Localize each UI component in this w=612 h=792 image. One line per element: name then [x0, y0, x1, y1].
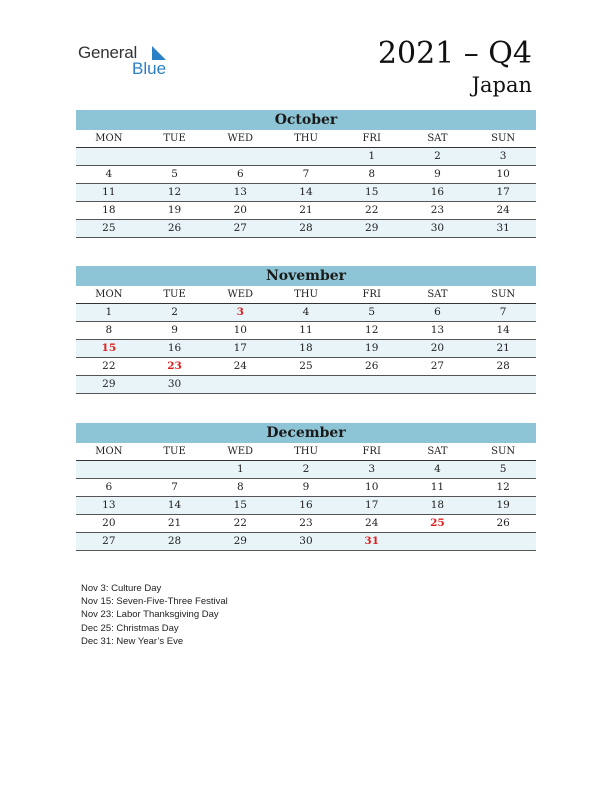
day-cell: 13: [430, 324, 445, 336]
day-cell: 25: [299, 360, 313, 372]
week-row: [76, 220, 536, 238]
country-name: Japan: [471, 73, 532, 97]
weekday-label: MON: [95, 289, 123, 300]
day-cell: 11: [299, 324, 313, 336]
day-cell: 12: [496, 481, 510, 493]
weekday-label: TUE: [163, 289, 186, 300]
day-cell: 19: [496, 499, 510, 511]
day-cell: 19: [365, 342, 379, 354]
day-cell: 2: [171, 306, 178, 318]
day-cell: [470, 533, 536, 550]
day-cell: 4: [302, 306, 310, 318]
day-cell: 25: [102, 222, 116, 234]
day-cell: 9: [171, 324, 178, 336]
day-cell: 18: [299, 342, 313, 354]
day-cell: 12: [167, 186, 182, 198]
week-row: [76, 533, 536, 551]
weekday-header-row: [76, 130, 536, 148]
day-cell: 24: [496, 204, 510, 216]
weekday-label: MON: [95, 446, 123, 457]
day-cell: 30: [299, 535, 313, 547]
day-cell: 30: [167, 378, 182, 390]
holiday-note: Nov 3: Culture Day: [81, 583, 162, 594]
day-cell: 23: [299, 517, 313, 529]
day-cell: 26: [167, 222, 182, 234]
day-cell: 6: [105, 481, 113, 493]
day-cell: 24: [365, 517, 379, 529]
week-row: [76, 479, 536, 497]
day-cell: 12: [365, 324, 379, 336]
weekday-label: THU: [294, 289, 318, 300]
day-cell: [207, 148, 273, 165]
day-cell: 1: [368, 150, 376, 162]
holiday-note: Dec 25: Christmas Day: [81, 622, 179, 634]
weekday-header-row: [76, 286, 536, 304]
day-cell: 17: [233, 342, 247, 354]
day-cell: [405, 376, 471, 393]
day-cell: 19: [167, 204, 182, 216]
month-november: [76, 266, 536, 394]
day-cell: 21: [299, 204, 313, 216]
week-row: [76, 515, 536, 533]
day-cell: 8: [105, 324, 113, 336]
holiday-day-cell: 23: [167, 360, 182, 372]
weekday-label: FRI: [362, 133, 381, 144]
day-cell: 31: [496, 222, 510, 234]
day-cell: 8: [368, 168, 376, 180]
holiday-note: Dec 31: New Year’s Eve: [81, 635, 184, 647]
day-cell: 30: [430, 222, 445, 234]
day-cell: 27: [233, 222, 247, 234]
weekday-label: WED: [227, 446, 254, 457]
day-cell: 8: [236, 481, 244, 493]
weekday-label: WED: [227, 289, 254, 300]
holiday-day-cell: 31: [364, 535, 380, 547]
weekday-label: FRI: [362, 446, 381, 457]
day-cell: 3: [499, 150, 507, 162]
month-december: [76, 423, 536, 551]
day-cell: 13: [102, 499, 116, 511]
day-cell: 28: [299, 222, 313, 234]
weekday-label: SUN: [491, 446, 516, 457]
weekday-label: TUE: [163, 133, 186, 144]
day-cell: 2: [302, 463, 310, 475]
day-cell: [470, 376, 536, 393]
day-cell: 6: [236, 168, 244, 180]
day-cell: 17: [365, 499, 379, 511]
week-row: [76, 461, 536, 479]
weekday-label: SUN: [491, 133, 516, 144]
day-cell: 7: [499, 306, 507, 318]
weekday-label: TUE: [163, 446, 186, 457]
week-row: [76, 148, 536, 166]
day-cell: 18: [102, 204, 116, 216]
day-cell: 15: [365, 186, 379, 198]
day-cell: 4: [105, 168, 113, 180]
week-row: [76, 202, 536, 220]
week-row: [76, 497, 536, 515]
holiday-notes: [81, 582, 228, 648]
month-october: [76, 110, 536, 238]
day-cell: [76, 148, 142, 165]
day-cell: 2: [434, 150, 441, 162]
day-cell: 20: [102, 517, 116, 529]
holiday-day-cell: 3: [236, 306, 244, 318]
day-cell: 4: [434, 463, 441, 475]
day-cell: [76, 461, 142, 478]
day-cell: 22: [233, 517, 247, 529]
logo-blue-text: Blue: [132, 59, 167, 78]
day-cell: 10: [233, 324, 247, 336]
day-cell: 16: [167, 342, 182, 354]
weekday-label: MON: [95, 133, 123, 144]
day-cell: 24: [233, 360, 247, 372]
day-cell: [142, 461, 208, 478]
day-cell: [207, 376, 273, 393]
day-cell: [273, 148, 339, 165]
day-cell: 16: [430, 186, 445, 198]
week-row: [76, 322, 536, 340]
day-cell: 18: [430, 499, 445, 511]
weekday-label: THU: [294, 133, 318, 144]
month-header: November: [76, 266, 536, 286]
holiday-day-cell: 25: [430, 517, 445, 529]
weekday-label: SAT: [427, 446, 448, 457]
weekday-label: SAT: [427, 289, 448, 300]
month-header: December: [76, 423, 536, 443]
day-cell: 10: [496, 168, 510, 180]
weekday-label: SUN: [491, 289, 516, 300]
day-cell: 14: [496, 324, 510, 336]
day-cell: 23: [430, 204, 445, 216]
day-cell: 26: [496, 517, 510, 529]
day-cell: 9: [302, 481, 310, 493]
day-cell: [339, 376, 405, 393]
day-cell: 28: [496, 360, 510, 372]
weekday-label: WED: [227, 133, 254, 144]
month-header: October: [76, 110, 536, 130]
day-cell: 26: [365, 360, 379, 372]
holiday-note: Nov 23: Labor Thanksgiving Day: [81, 609, 219, 621]
day-cell: 3: [368, 463, 376, 475]
day-cell: 5: [368, 306, 376, 318]
day-cell: 1: [105, 306, 113, 318]
day-cell: 20: [430, 342, 445, 354]
day-cell: 20: [233, 204, 247, 216]
day-cell: [405, 533, 471, 550]
day-cell: 17: [496, 186, 510, 198]
logo: [78, 40, 178, 80]
day-cell: 6: [434, 306, 441, 318]
weekday-label: SAT: [427, 133, 448, 144]
day-cell: 21: [496, 342, 510, 354]
day-cell: 9: [434, 168, 441, 180]
week-row: [76, 376, 536, 394]
day-cell: 11: [430, 481, 445, 493]
day-cell: 22: [102, 360, 116, 372]
week-row: [76, 340, 536, 358]
logo-general-text: General: [78, 43, 138, 62]
day-cell: 10: [365, 481, 379, 493]
day-cell: 29: [365, 222, 379, 234]
weekday-label: THU: [294, 446, 318, 457]
day-cell: 1: [236, 463, 244, 475]
page-title: 2021 – Q4: [377, 36, 532, 71]
day-cell: [273, 376, 339, 393]
day-cell: [142, 148, 208, 165]
day-cell: 21: [167, 517, 182, 529]
day-cell: 22: [365, 204, 379, 216]
day-cell: 29: [233, 535, 247, 547]
day-cell: 15: [233, 499, 247, 511]
day-cell: 7: [302, 168, 310, 180]
holiday-note: Nov 15: Seven-Five-Three Festival: [81, 596, 228, 608]
holiday-day-cell: 15: [101, 342, 117, 354]
day-cell: 27: [430, 360, 445, 372]
day-cell: 5: [171, 168, 178, 180]
week-row: [76, 166, 536, 184]
day-cell: 28: [167, 535, 182, 547]
day-cell: 16: [299, 499, 313, 511]
weekday-header-row: [76, 443, 536, 461]
weekday-label: FRI: [362, 289, 381, 300]
day-cell: 5: [499, 463, 507, 475]
week-row: [76, 304, 536, 322]
day-cell: 11: [102, 186, 116, 198]
day-cell: 13: [233, 186, 247, 198]
day-cell: 27: [102, 535, 116, 547]
day-cell: 14: [299, 186, 313, 198]
day-cell: 7: [171, 481, 178, 493]
week-row: [76, 358, 536, 376]
week-row: [76, 184, 536, 202]
day-cell: 14: [167, 499, 182, 511]
day-cell: 29: [102, 378, 116, 390]
